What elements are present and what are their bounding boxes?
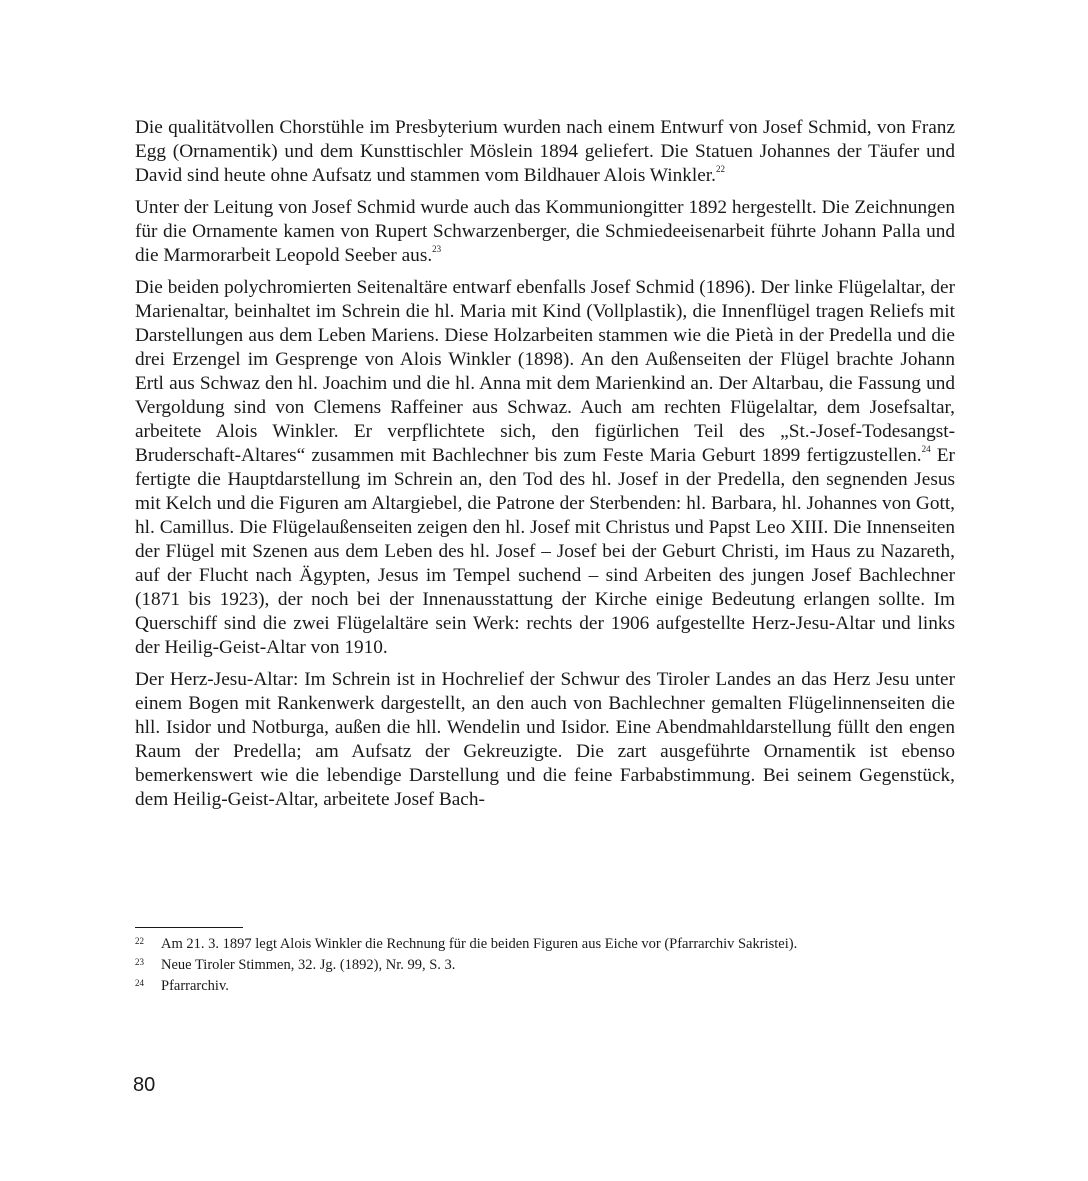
footnote-number: 22: [135, 936, 144, 946]
paragraph-seitenaltaere: [135, 276, 955, 660]
paragraph-text: Unter der Leitung von Josef Schmid wurde auch das Kommuniongitter 1892 hergestellt. Die Zeichnungen für die Ornamente kamen von Rupert Schwarzenberger, die Schmiedeeisenarbeit führte Johann Palla und die Marmorarbeit Leopold Seeber aus.: [135, 197, 955, 266]
paragraph-chorstuehle: [135, 116, 955, 188]
footnote-number: 24: [135, 978, 144, 988]
footnote-text: Pfarrarchiv.: [161, 978, 229, 994]
paragraph-kommuniongitter: [135, 196, 955, 268]
footnote-number: 23: [135, 957, 144, 967]
body-text: [135, 116, 955, 820]
paragraph-text-continued: Er fertigte die Hauptdarstellung im Schrein an, den Tod des hl. Josef in der Predella, den segnenden Jesus mit Kelch und die Figuren am Altargiebel, die Patrone der Sterbenden: hl. Barbara, hl. Johannes von Gott, hl. Camillus. Die Flügelaußenseiten zeigen den hl. Josef mit Christus und Papst Leo XIII. Die Innenseiten der Flügel mit Szenen aus dem Leben des hl. Josef – Josef bei der Geburt Christi, im Haus zu Nazareth, auf der Flucht nach Ägypten, Jesus im Tempel suchend – sind Arbeiten des jungen Josef Bachlechner (1871 bis 1923), der noch bei der Innenausstattung der Kirche einige Bedeutung erlangen sollte. Im Querschiff sind die zwei Flügelaltäre sein Werk: rechts der 1906 aufgestellte Herz-Jesu-Altar und links der Heilig-Geist-Altar von 1910.: [135, 445, 955, 658]
footnote: [135, 955, 955, 976]
footnote: [135, 976, 955, 997]
footnote-reference: 24: [921, 443, 931, 454]
page-number: 80: [133, 1074, 156, 1096]
paragraph-text: Die qualitätvollen Chorstühle im Presbyterium wurden nach einem Entwurf von Josef Schmid, von Franz Egg (Ornamentik) und dem Kunsttischler Möslein 1894 geliefert. Die Statuen Johannes der Täufer und David sind heute ohne Aufsatz und stammen vom Bildhauer Alois Winkler.: [135, 117, 955, 186]
paragraph-text: Die beiden polychromierten Seitenaltäre entwarf ebenfalls Josef Schmid (1896). Der linke Flügelaltar, der Marienaltar, beinhaltet im Schrein die hl. Maria mit Kind (Vollplastik), die Innenflügel tragen Reliefs mit Darstellungen aus dem Leben Mariens. Diese Holzarbeiten stammen wie die Pietà in der Predella und die drei Erzengel im Gesprenge von Alois Winkler (1898). An den Außenseiten der Flügel brachte Johann Ertl aus Schwaz den hl. Joachim und die hl. Anna mit dem Marienkind an. Der Altarbau, die Fassung und Vergoldung sind von Clemens Raffeiner aus Schwaz. Auch am rechten Flügelaltar, dem Josefsaltar, arbeitete Alois Winkler. Er verpflichtete sich, den figürlichen Teil des „St.-Josef-Todesangst-Bruderschaft-Altares“ zusammen mit Bachlechner bis zum Feste Maria Geburt 1899 fertigzustellen.: [135, 277, 955, 466]
paragraph-herz-jesu-altar: [135, 668, 955, 812]
footnotes: [135, 934, 955, 997]
footnote-reference: 23: [432, 243, 442, 254]
paragraph-text: Der Herz-Jesu-Altar: Im Schrein ist in Hochrelief der Schwur des Tiroler Landes an das Herz Jesu unter einem Bogen mit Rankenwerk dargestellt, an den auch von Bachlechner gemalten Flügelinnenseiten die hll. Isidor und Notburga, außen die hll. Wendelin und Isidor. Eine Abendmahldarstellung füllt den engen Raum der Predella; am Aufsatz der Gekreuzigte. Die zart ausgeführte Ornamentik ist ebenso bemerkenswert wie die lebendige Darstellung und die feine Farbabstimmung. Bei seinem Gegenstück, dem Heilig-Geist-Altar, arbeitete Josef Bach-: [135, 669, 955, 810]
footnote-text: Am 21. 3. 1897 legt Alois Winkler die Rechnung für die beiden Figuren aus Eiche vor (Pfarrarchiv Sakristei).: [161, 936, 798, 952]
footnote: [135, 934, 955, 955]
footnote-text: Neue Tiroler Stimmen, 32. Jg. (1892), Nr. 99, S. 3.: [161, 957, 456, 973]
footnote-reference: 22: [715, 163, 725, 174]
footnote-separator: [135, 927, 243, 928]
